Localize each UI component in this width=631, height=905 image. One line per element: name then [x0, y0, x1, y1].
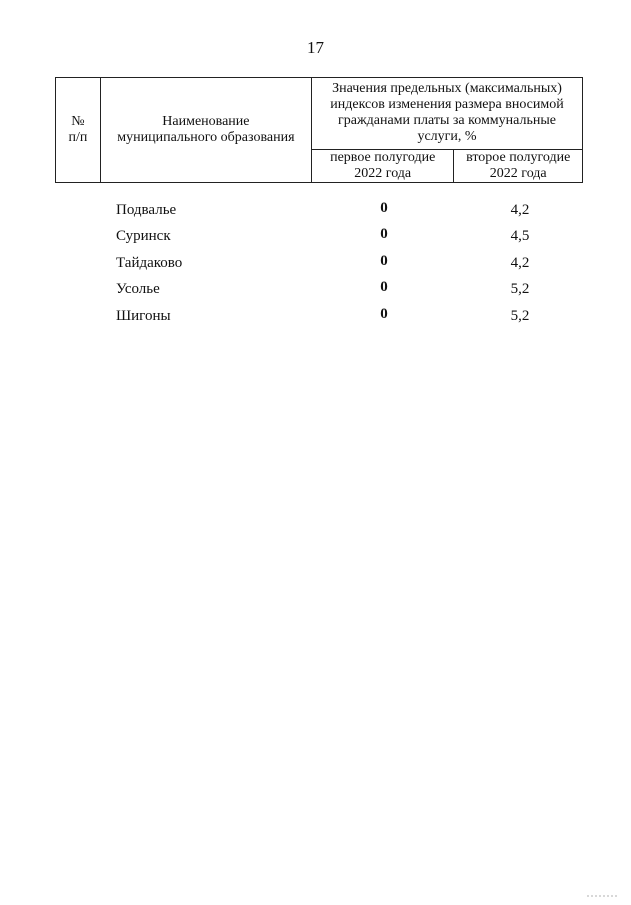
table-row: [0, 253, 631, 279]
row-second-half: 4,2: [510, 202, 530, 218]
table-row: [0, 279, 631, 305]
row-name: Суринск: [116, 228, 171, 245]
header-name-label: Наименование муниципального образования: [117, 114, 295, 145]
row-second-half: 4,5: [510, 228, 530, 245]
page-number: 17: [307, 38, 324, 57]
row-second-half: 5,2: [510, 307, 530, 324]
header-num-label: № п/п: [68, 114, 88, 145]
row-name: Шигоны: [116, 307, 171, 324]
row-name: Усолье: [116, 281, 160, 298]
row-first-half: 0: [380, 305, 388, 322]
row-second-half: 5,2: [510, 281, 530, 298]
row-name: Тайдаково: [116, 254, 183, 271]
table-row: [0, 306, 631, 332]
header-values-label: Значения предельных (максимальных) индексов изменения размера вносимой гражданами платы за коммунальные услуги, %: [330, 81, 564, 145]
header-num: [56, 78, 101, 183]
header-values: [312, 78, 583, 150]
row-first-half: 0: [380, 252, 388, 269]
header-second-half-label: второе полугодие 2022 года: [466, 149, 571, 181]
row-second-half: 4,2: [510, 254, 530, 271]
table-header: [55, 77, 583, 183]
row-name: Подвалье: [116, 202, 177, 218]
header-first-half-label: первое полугодие 2022 года: [330, 149, 436, 181]
scan-artifact: [587, 895, 617, 897]
row-first-half: 0: [380, 279, 388, 296]
table-row: [0, 226, 631, 252]
row-first-half: 0: [380, 226, 388, 243]
table-body: [0, 200, 631, 332]
header-second-half: [454, 149, 583, 182]
header-first-half: [312, 149, 454, 182]
header-name: [100, 78, 311, 183]
table-row: [0, 200, 631, 226]
row-first-half: 0: [380, 200, 388, 216]
